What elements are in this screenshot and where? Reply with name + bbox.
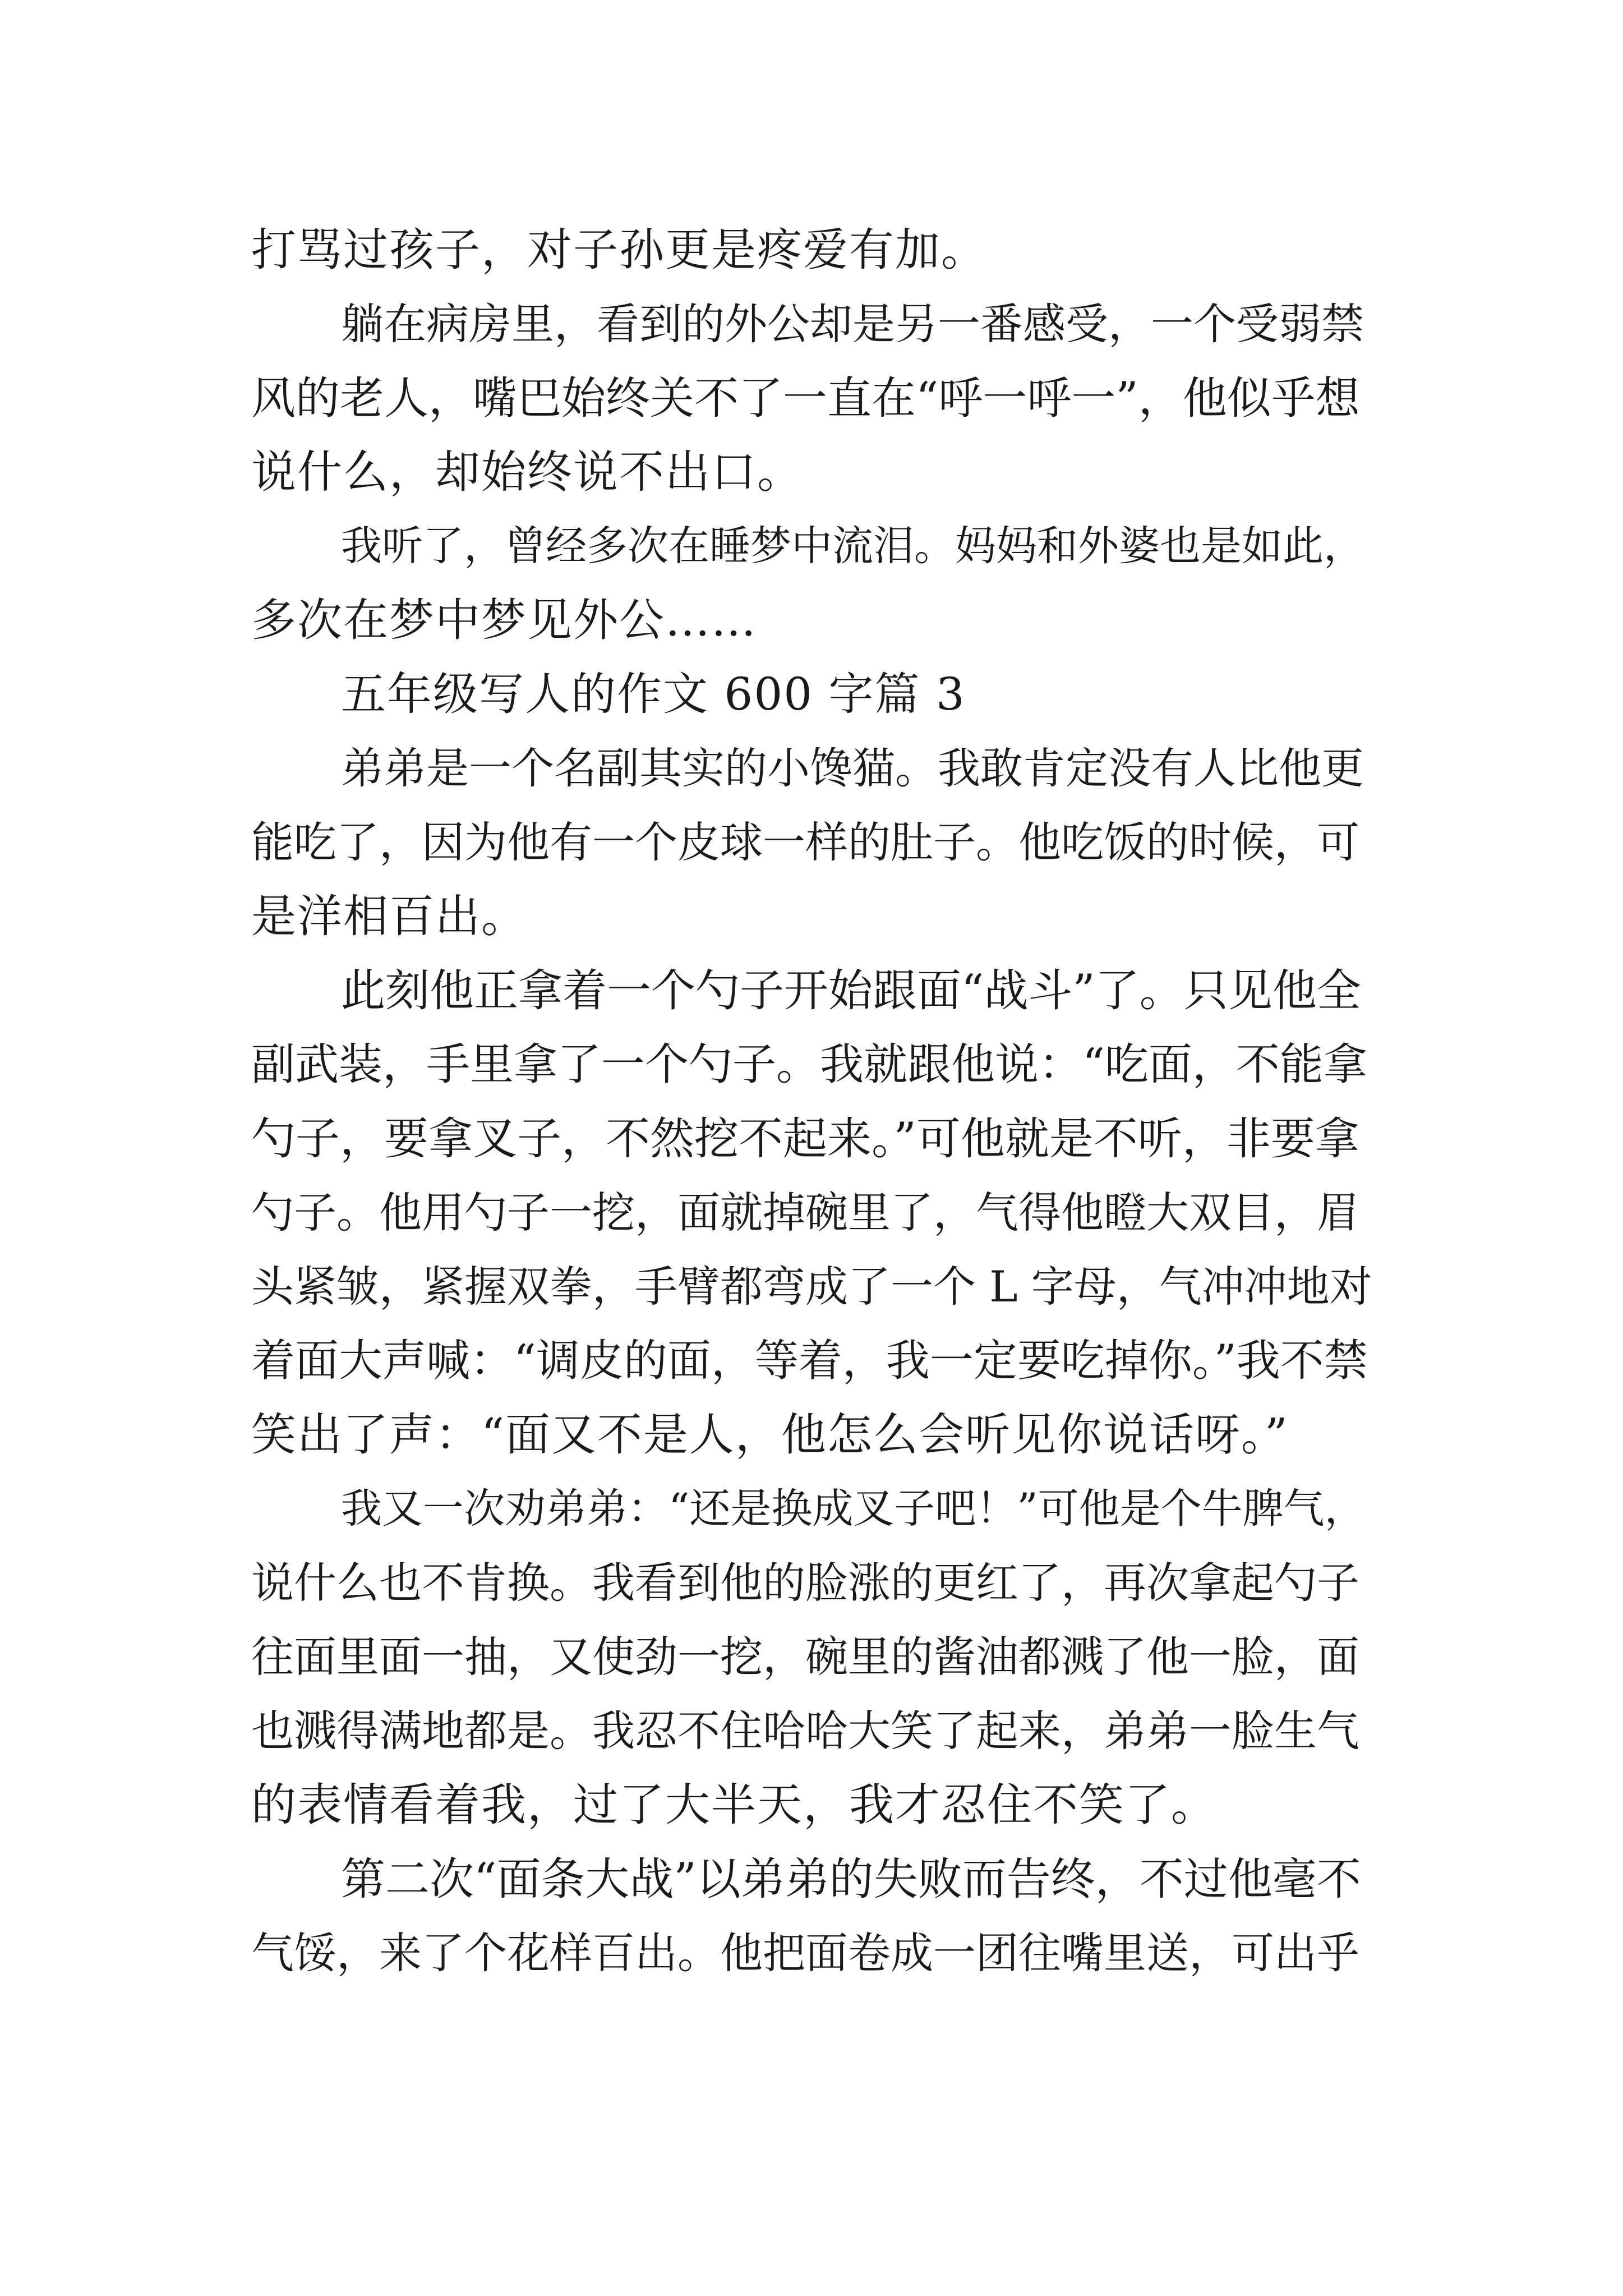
paragraph-first-line: 躺在病房里，看到的外公却是另一番感受，一个受弱禁 xyxy=(341,299,1364,349)
paragraph-line: 勺子，要拿叉子，不然挖不起来。”可他就是不听，非要拿 xyxy=(251,1113,1359,1165)
paragraph-line: 笑出了声：“面又不是人，他怎么会听见你说话呀。” xyxy=(251,1409,1289,1461)
paragraph-line: 往面里面一抽，又使劲一挖，碗里的酱油都溅了他一脸，面 xyxy=(251,1632,1359,1682)
paragraph-first-line: 此刻他正拿着一个勺子开始跟面“战斗”了。只见他全 xyxy=(341,965,1361,1016)
paragraph-first-line: 我听了，曾经多次在睡梦中流泪。妈妈和外婆也是如此， xyxy=(341,522,1364,570)
paragraph-line: 着面大声喊：“调皮的面，等着，我一定要吃掉你。”我不禁 xyxy=(251,1336,1368,1386)
paragraph-line: 气馁，来了个花样百出。他把面卷成一团往嘴里送，可出乎 xyxy=(251,1928,1359,1978)
essay-text-body xyxy=(251,213,1373,1990)
paragraph-first-line: 弟弟是一个名副其实的小馋猫。我敢肯定没有人比他更 xyxy=(341,743,1364,793)
paragraph-line: 是洋相百出。 xyxy=(251,890,527,942)
paragraph-line: 风的老人，嘴巴始终关不了一直在“呼一呼一”，他似乎想 xyxy=(251,372,1360,424)
paragraph-line: 说什么也不肯换。我看到他的脸涨的更红了，再次拿起勺子 xyxy=(251,1558,1359,1608)
paragraph-first-line: 第二次“面条大战”以弟弟的失败而告终，不过他毫不 xyxy=(341,1853,1361,1905)
paragraph-line: 说什么，却始终说不出口。 xyxy=(251,446,803,498)
paragraph-line: 头紧皱，紧握双拳，手臂都弯成了一个 L 字母，气冲冲地对 xyxy=(251,1262,1372,1312)
paragraph-line: 能吃了，因为他有一个皮球一样的肚子。他吃饭的时候，可 xyxy=(251,817,1359,867)
paragraph-line: 副武装，手里拿了一个勺子。我就跟他说：“吃面，不能拿 xyxy=(251,1039,1367,1090)
paragraph-first-line: 我又一次劝弟弟：“还是换成叉子吧！”可他是个牛脾气， xyxy=(341,1485,1366,1533)
paragraph-first-line: 五年级写人的作文 600 字篇 3 xyxy=(341,668,966,720)
paragraph-line: 也溅得满地都是。我忍不住哈哈大笑了起来，弟弟一脸生气 xyxy=(251,1706,1359,1756)
paragraph-line: 多次在梦中梦见外公…… xyxy=(251,594,757,646)
paragraph-line: 勺子。他用勺子一挖，面就掉碗里了，气得他瞪大双目，眉 xyxy=(251,1188,1359,1237)
paragraph-line: 打骂过孩子，对子孙更是疼爱有加。 xyxy=(251,224,987,276)
paragraph-line: 的表情看着我，过了大半天，我才忍住不笑了。 xyxy=(251,1779,1217,1831)
